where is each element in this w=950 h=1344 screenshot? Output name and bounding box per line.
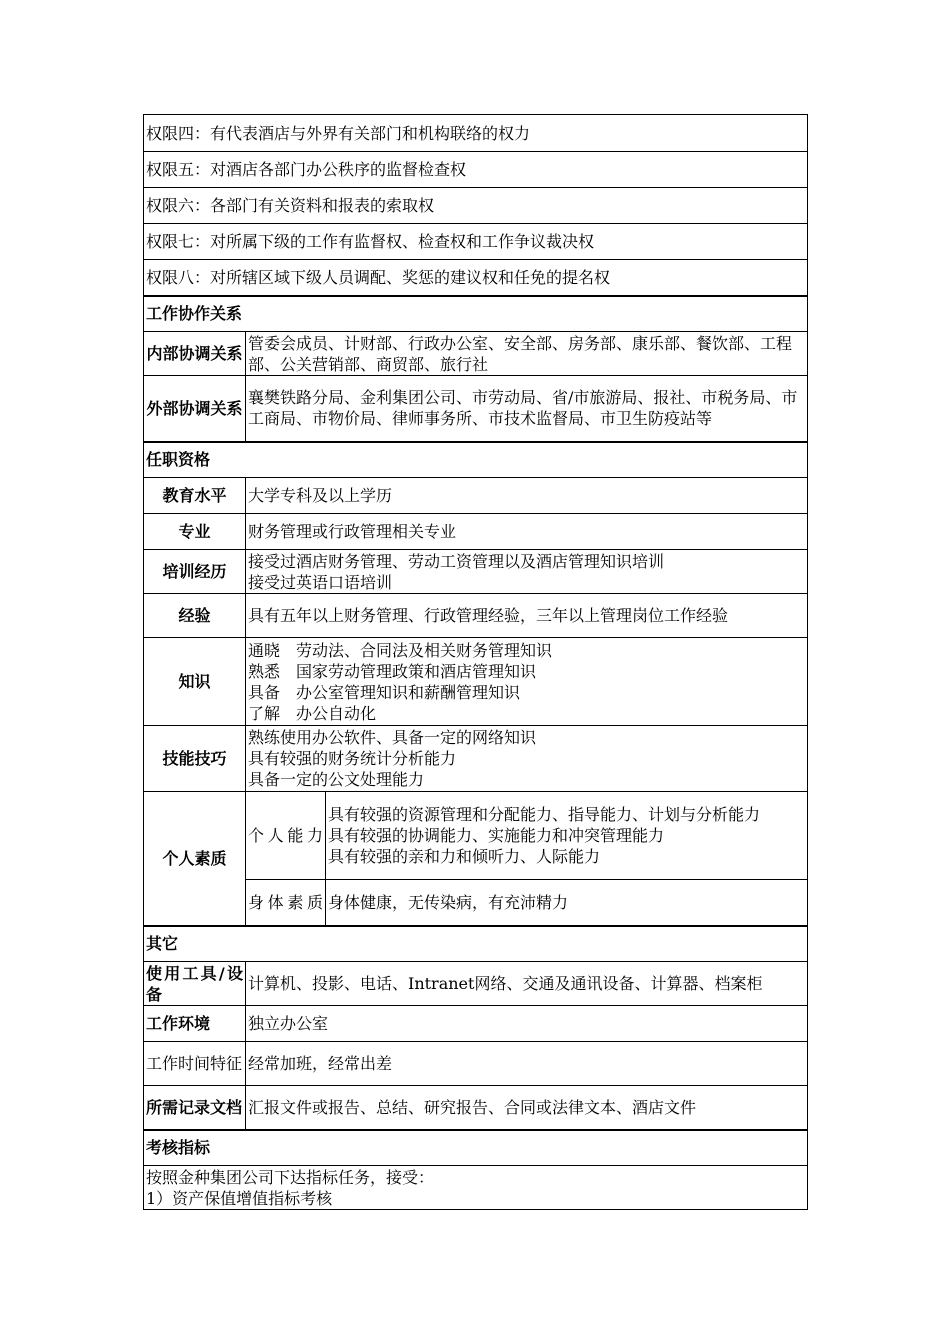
internal-coordination-label: 内部协调关系 [144, 332, 246, 376]
knowledge-line: 熟悉 国家劳动管理政策和酒店管理知识 [248, 661, 537, 681]
environment-row [144, 1006, 808, 1042]
experience-value: 具有五年以上财务管理、行政管理经验，三年以上管理岗位工作经验 [246, 594, 808, 638]
personal-ability-label: 个人能力 [246, 792, 326, 880]
assessment-value [144, 1166, 808, 1210]
major-row [144, 514, 808, 550]
documents-value: 汇报文件或报告、总结、研究报告、合同或法律文本、酒店文件 [246, 1086, 808, 1130]
permission-row [144, 260, 808, 296]
permission-text: 权限七：对所属下级的工作有监督权、检查权和工作争议裁决权 [144, 224, 808, 260]
section-header-row [144, 296, 808, 332]
section-header-row [144, 1130, 808, 1166]
internal-coordination-row [144, 332, 808, 376]
personal-ability-row [144, 792, 808, 880]
skills-line: 熟练使用办公软件、具备一定的网络知识 [248, 728, 537, 747]
personal-ability-value [326, 792, 808, 880]
section-title-qualifications: 任职资格 [144, 442, 808, 478]
tools-value: 计算机、投影、电话、Intranet网络、交通及通讯设备、计算器、档案柜 [246, 962, 808, 1006]
section-header-row [144, 442, 808, 478]
environment-value: 独立办公室 [246, 1006, 808, 1042]
work-time-row [144, 1042, 808, 1086]
external-coordination-label: 外部协调关系 [144, 376, 246, 442]
personal-ability-line: 具有较强的资源管理和分配能力、指导能力、计划与分析能力 [328, 805, 761, 824]
tools-row [144, 962, 808, 1006]
documents-row [144, 1086, 808, 1130]
permission-row [144, 224, 808, 260]
assessment-row [144, 1166, 808, 1210]
environment-label: 工作环境 [144, 1006, 246, 1042]
knowledge-line: 具备 办公室管理知识和薪酬管理知识 [248, 682, 521, 702]
tools-label: 使用工具/设备 [144, 962, 246, 1006]
internal-coordination-value: 管委会成员、计财部、行政办公室、安全部、房务部、康乐部、餐饮部、工程部、公关营销部、商贸部、旅行社 [246, 332, 808, 376]
training-label: 培训经历 [144, 550, 246, 594]
skills-row [144, 726, 808, 792]
external-coordination-row [144, 376, 808, 442]
experience-label: 经验 [144, 594, 246, 638]
assessment-line: 1）资产保值增值指标考核 [146, 1188, 333, 1208]
training-row [144, 550, 808, 594]
education-row [144, 478, 808, 514]
physical-quality-label: 身体素质 [246, 880, 326, 926]
permission-row [144, 152, 808, 188]
knowledge-line: 通晓 劳动法、合同法及相关财务管理知识 [248, 640, 553, 660]
permission-text: 权限五：对酒店各部门办公秩序的监督检查权 [144, 152, 808, 188]
knowledge-row [144, 638, 808, 726]
section-title-assessment: 考核指标 [144, 1130, 808, 1166]
training-line: 接受过英语口语培训 [248, 572, 393, 592]
skills-line: 具备一定的公文处理能力 [248, 770, 425, 789]
knowledge-label: 知识 [144, 638, 246, 726]
education-value: 大学专科及以上学历 [246, 478, 808, 514]
knowledge-line: 了解 办公自动化 [248, 703, 377, 723]
job-description-table [143, 114, 807, 1210]
section-title-other: 其它 [144, 926, 808, 962]
section-header-row [144, 926, 808, 962]
permission-row [144, 115, 808, 152]
training-line: 接受过酒店财务管理、劳动工资管理以及酒店管理知识培训 [248, 551, 665, 571]
documents-label: 所需记录文档 [144, 1086, 246, 1130]
skills-value [246, 726, 808, 792]
personal-ability-line: 具有较强的亲和力和倾听力、人际能力 [328, 847, 601, 866]
work-time-label: 工作时间特征 [144, 1042, 246, 1086]
training-value [246, 550, 808, 594]
permission-row [144, 188, 808, 224]
skills-label: 技能技巧 [144, 726, 246, 792]
assessment-line: 按照金种集团公司下达指标任务，接受： [146, 1167, 435, 1187]
major-value: 财务管理或行政管理相关专业 [246, 514, 808, 550]
section-title-cooperation: 工作协作关系 [144, 296, 808, 332]
physical-quality-value: 身体健康，无传染病，有充沛精力 [326, 880, 808, 926]
major-label: 专业 [144, 514, 246, 550]
skills-line: 具有较强的财务统计分析能力 [248, 749, 457, 768]
permission-text: 权限八：对所辖区域下级人员调配、奖惩的建议权和任免的提名权 [144, 260, 808, 296]
education-label: 教育水平 [144, 478, 246, 514]
knowledge-value [246, 638, 808, 726]
work-time-value: 经常加班，经常出差 [246, 1042, 808, 1086]
personal-ability-line: 具有较强的协调能力、实施能力和冲突管理能力 [328, 826, 665, 845]
permission-text: 权限四：有代表酒店与外界有关部门和机构联络的权力 [144, 115, 808, 152]
personal-quality-label: 个人素质 [144, 792, 246, 926]
experience-row [144, 594, 808, 638]
external-coordination-value: 襄樊铁路分局、金利集团公司、市劳动局、省/市旅游局、报社、市税务局、市工商局、市物价局、律师事务所、市技术监督局、市卫生防疫站等 [246, 376, 808, 442]
permission-text: 权限六：各部门有关资料和报表的索取权 [144, 188, 808, 224]
